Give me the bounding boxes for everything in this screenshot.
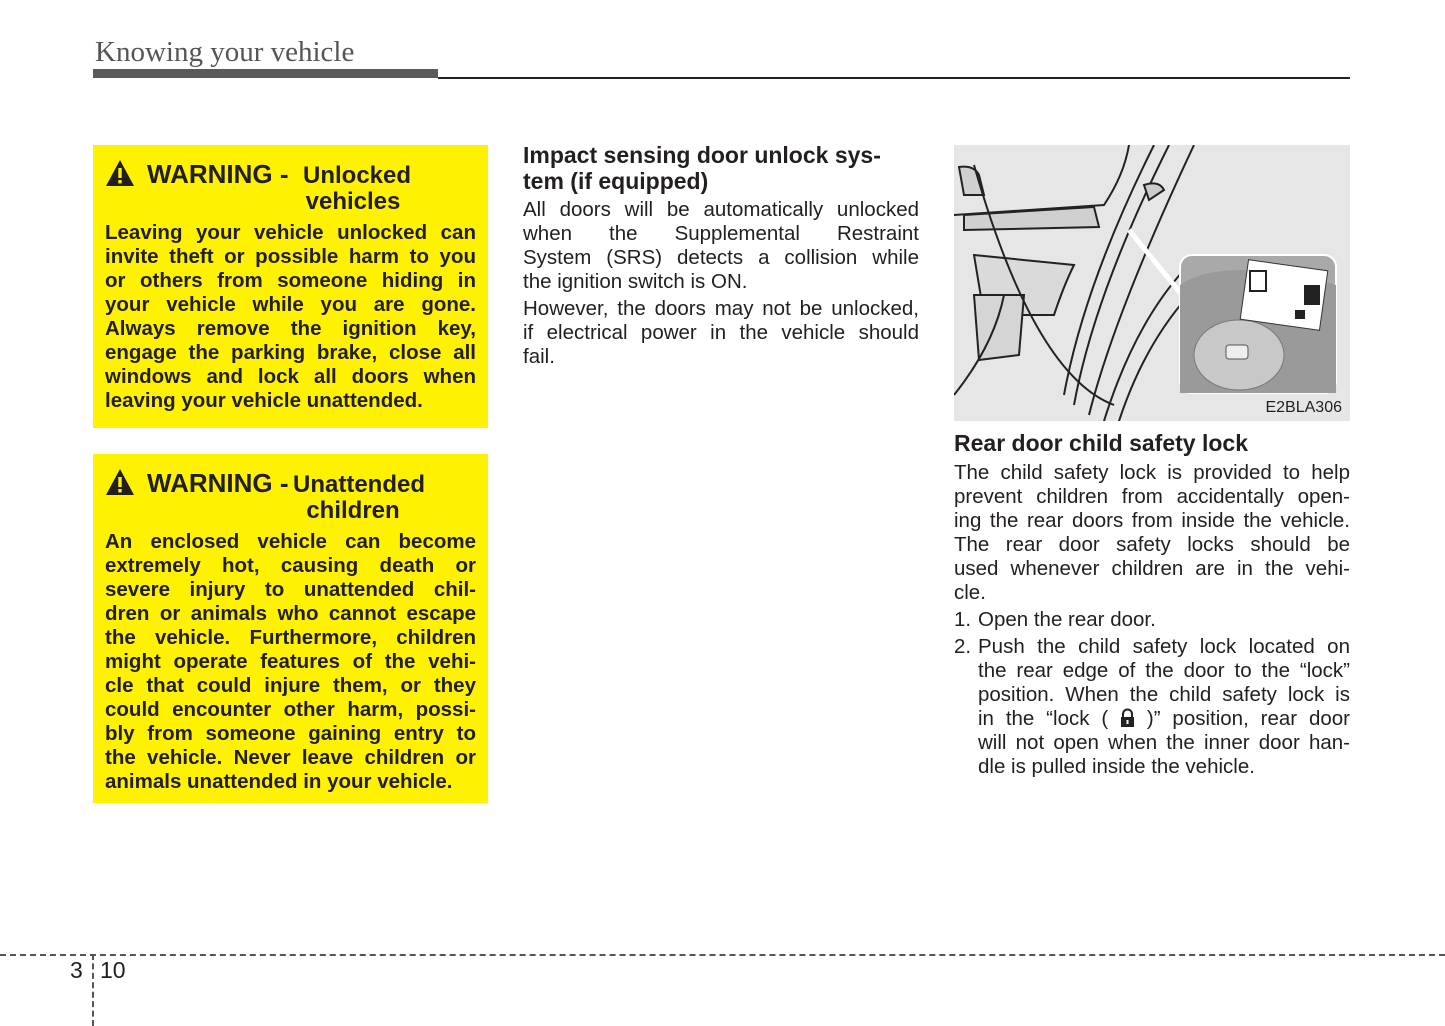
header-rule xyxy=(438,77,1350,79)
heading-line: Impact sensing door unlock sys- xyxy=(523,142,881,168)
text-line: severe injury to unattended chil- xyxy=(105,578,476,601)
warning-box-unlocked-vehicles xyxy=(93,145,488,428)
door-illustration xyxy=(954,145,1350,421)
header-bar xyxy=(93,69,438,78)
text-line: if electrical power in the vehicle should xyxy=(523,321,919,344)
text-line: The child safety lock is provided to help xyxy=(954,461,1350,484)
text-line: leaving your vehicle unattended. xyxy=(105,389,423,412)
section-heading: Rear door child safety lock xyxy=(954,430,1248,456)
text-line: position. When the child safety lock is xyxy=(978,683,1350,706)
warning-subject-line: vehicles xyxy=(305,188,401,215)
warning-subject xyxy=(293,471,425,524)
text-line: the rear edge of the door to the “lock” xyxy=(978,659,1350,682)
list-item xyxy=(954,608,1350,632)
text-line: might operate features of the vehi- xyxy=(105,650,476,673)
text-line: prevent children from accidentally open- xyxy=(954,485,1350,508)
text-line: Push the child safety lock located on xyxy=(978,635,1350,658)
text-line: in the “lock ( )” position, rear door xyxy=(978,707,1350,730)
text-line: the vehicle. Never leave children or xyxy=(105,746,476,769)
text-line: extremely hot, causing death or xyxy=(105,554,476,577)
text-line: engage the parking brake, close all xyxy=(105,341,476,364)
text-line: the ignition switch is ON. xyxy=(523,270,748,293)
heading-line: tem (if equipped) xyxy=(523,168,709,194)
warning-box-unattended-children xyxy=(93,454,488,803)
text-line: will not open when the inner door han- xyxy=(978,731,1350,754)
text-line: ing the rear doors from inside the vehicle. xyxy=(954,509,1350,532)
text-line: animals unattended in your vehicle. xyxy=(105,770,453,793)
footer-rule xyxy=(0,954,1445,956)
chapter-number: 3 xyxy=(70,957,83,983)
text-line: the vehicle. Furthermore, children xyxy=(105,626,476,649)
text-line: However, the doors may not be unlocked, xyxy=(523,297,919,320)
text-line: invite theft or possible harm to you xyxy=(105,245,476,268)
text-line: cle that could injure them, or they xyxy=(105,674,476,697)
text-line: used whenever children are in the vehi- xyxy=(954,557,1350,580)
paragraph xyxy=(954,461,1350,605)
list-text xyxy=(978,608,1350,632)
warning-word: WARNING xyxy=(147,468,273,498)
paragraph xyxy=(523,198,919,294)
impact-sensing-section xyxy=(523,142,919,372)
text-line: when the Supplemental Restraint xyxy=(523,222,919,245)
text-line: The rear door safety locks should be xyxy=(954,533,1350,556)
text-line: System (SRS) detects a collision while xyxy=(523,246,919,269)
text-line: Open the rear door. xyxy=(978,608,1156,631)
text-line: dle is pulled inside the vehicle. xyxy=(978,755,1255,778)
warning-triangle-icon xyxy=(105,468,135,496)
text-line: All doors will be automatically unlocked xyxy=(523,198,919,221)
text-line: cle. xyxy=(954,581,986,604)
warning-text xyxy=(105,530,476,794)
text-line: or others from someone hiding in xyxy=(105,269,476,292)
text-line: Leaving your vehicle unlocked can xyxy=(105,221,476,244)
text-line: your vehicle while you are gone. xyxy=(105,293,476,316)
page-number: 10 xyxy=(100,957,126,983)
text-line: windows and lock all doors when xyxy=(105,365,476,388)
section-header-title: Knowing your vehicle xyxy=(95,36,355,68)
text-line: bly from someone gaining entry to xyxy=(105,722,476,745)
warning-label xyxy=(147,468,289,499)
list-item xyxy=(954,635,1350,779)
footer-divider xyxy=(92,954,94,1026)
section-heading xyxy=(523,142,919,194)
warning-subject-line: children xyxy=(306,497,400,524)
text-line: fail. xyxy=(523,345,555,368)
text-line: Always remove the ignition key, xyxy=(105,317,476,340)
warning-label xyxy=(147,159,289,190)
text-line: An enclosed vehicle can become xyxy=(105,530,476,553)
text-line: dren or animals who cannot escape xyxy=(105,602,476,625)
list-text xyxy=(978,635,1350,779)
lock-icon xyxy=(1120,708,1135,728)
warning-text xyxy=(105,221,476,413)
warning-dash: - xyxy=(279,159,289,189)
text-line: could encounter other harm, possi- xyxy=(105,698,476,721)
warning-triangle-icon xyxy=(105,159,135,187)
list-number: 2. xyxy=(954,635,972,658)
warning-dash: - xyxy=(279,468,289,498)
paragraph xyxy=(523,297,919,369)
warning-subject-line: Unlocked xyxy=(303,162,412,189)
warning-subject xyxy=(303,162,412,215)
child-lock-illustration xyxy=(954,145,1350,421)
list-number: 1. xyxy=(954,608,972,631)
warning-subject-line: Unattended xyxy=(293,471,425,498)
figure-code: E2BLA306 xyxy=(1265,399,1342,416)
child-safety-lock-section xyxy=(954,430,1350,782)
warning-word: WARNING xyxy=(147,159,273,189)
